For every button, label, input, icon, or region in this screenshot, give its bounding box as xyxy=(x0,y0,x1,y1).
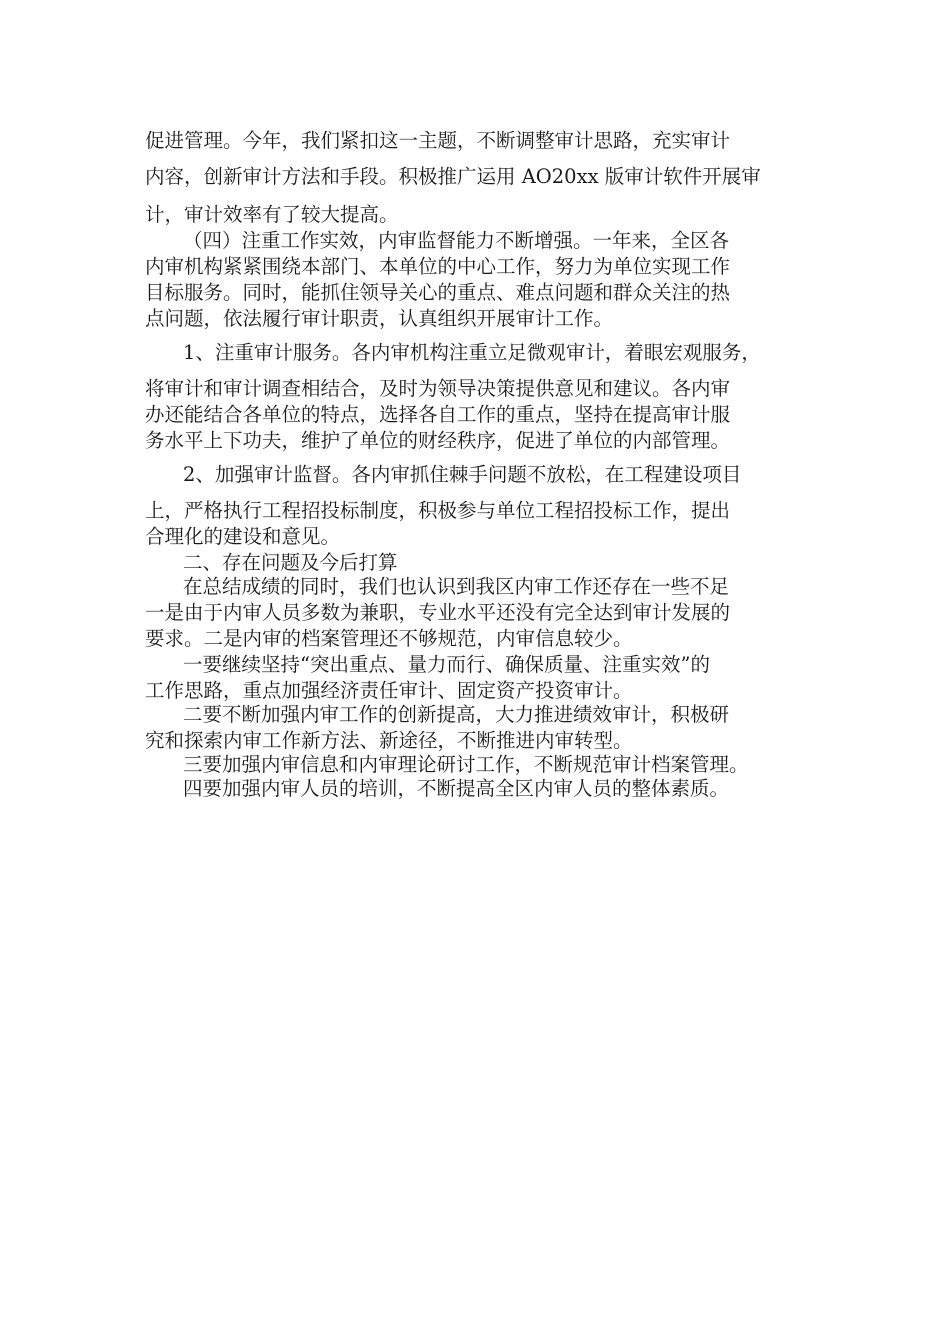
paragraph-first-line: 在总结成绩的同时，我们也认识到我区内审工作还存在一些不足 xyxy=(183,575,730,598)
text-line: 将审计和审计调查相结合，及时为领导决策提供意见和建议。各内审 xyxy=(145,377,731,400)
paragraph-first-line: 一要继续坚持“突出重点、量力而行、确保质量、注重实效”的 xyxy=(183,653,710,676)
section-heading: 二、存在问题及今后打算 xyxy=(183,551,398,574)
text-line: 一是由于内审人员多数为兼职，专业水平还没有完全达到审计发展的 xyxy=(145,601,731,624)
text-line: 点问题，依法履行审计职责，认真组织开展审计工作。 xyxy=(145,307,614,330)
paragraph-first-line: 二要不断加强内审工作的创新提高，大力推进绩效审计，积极研 xyxy=(183,703,730,726)
text-line: 工作思路，重点加强经济责任审计、固定资产投资审计。 xyxy=(145,679,633,702)
paragraph-first-line: 四要加强内审人员的培训，不断提高全区内审人员的整体素质。 xyxy=(183,777,730,800)
paragraph-first-line: 2、加强审计监督。各内审抓住棘手问题不放松，在工程建设项目 xyxy=(183,463,742,486)
paragraph-first-line: 1、注重审计服务。各内审机构注重立足微观审计，着眼宏观服务， xyxy=(183,341,761,364)
text-line: 内审机构紧紧围绕本部门、本单位的中心工作，努力为单位实现工作 xyxy=(145,255,731,278)
paragraph-first-line: （四）注重工作实效，内审监督能力不断增强。一年来，全区各 xyxy=(183,229,730,252)
text-line: 目标服务。同时，能抓住领导关心的重点、难点问题和群众关注的热 xyxy=(145,281,731,304)
text-line: 合理化的建设和意见。 xyxy=(145,525,341,548)
text-line: 上，严格执行工程招投标制度，积极参与单位工程招投标工作，提出 xyxy=(145,499,731,522)
text-line: 究和探索内审工作新方法、新途径，不断推进内审转型。 xyxy=(145,729,633,752)
text-line: 要求。二是内审的档案管理还不够规范，内审信息较少。 xyxy=(145,627,633,650)
text-line: 计，审计效率有了较大提高。 xyxy=(145,203,399,226)
paragraph-first-line: 三要加强内审信息和内审理论研讨工作，不断规范审计档案管理。 xyxy=(183,753,749,776)
text-line: 促进管理。今年，我们紧扣这一主题，不断调整审计思路，充实审计 xyxy=(145,129,731,152)
text-line: 内容，创新审计方法和手段。积极推广运用 AO20xx 版审计软件开展审 xyxy=(145,165,761,188)
text-line: 办还能结合各单位的特点，选择各自工作的重点，坚持在提高审计服 xyxy=(145,403,731,426)
text-line: 务水平上下功夫，维护了单位的财经秩序，促进了单位的内部管理。 xyxy=(145,429,731,452)
